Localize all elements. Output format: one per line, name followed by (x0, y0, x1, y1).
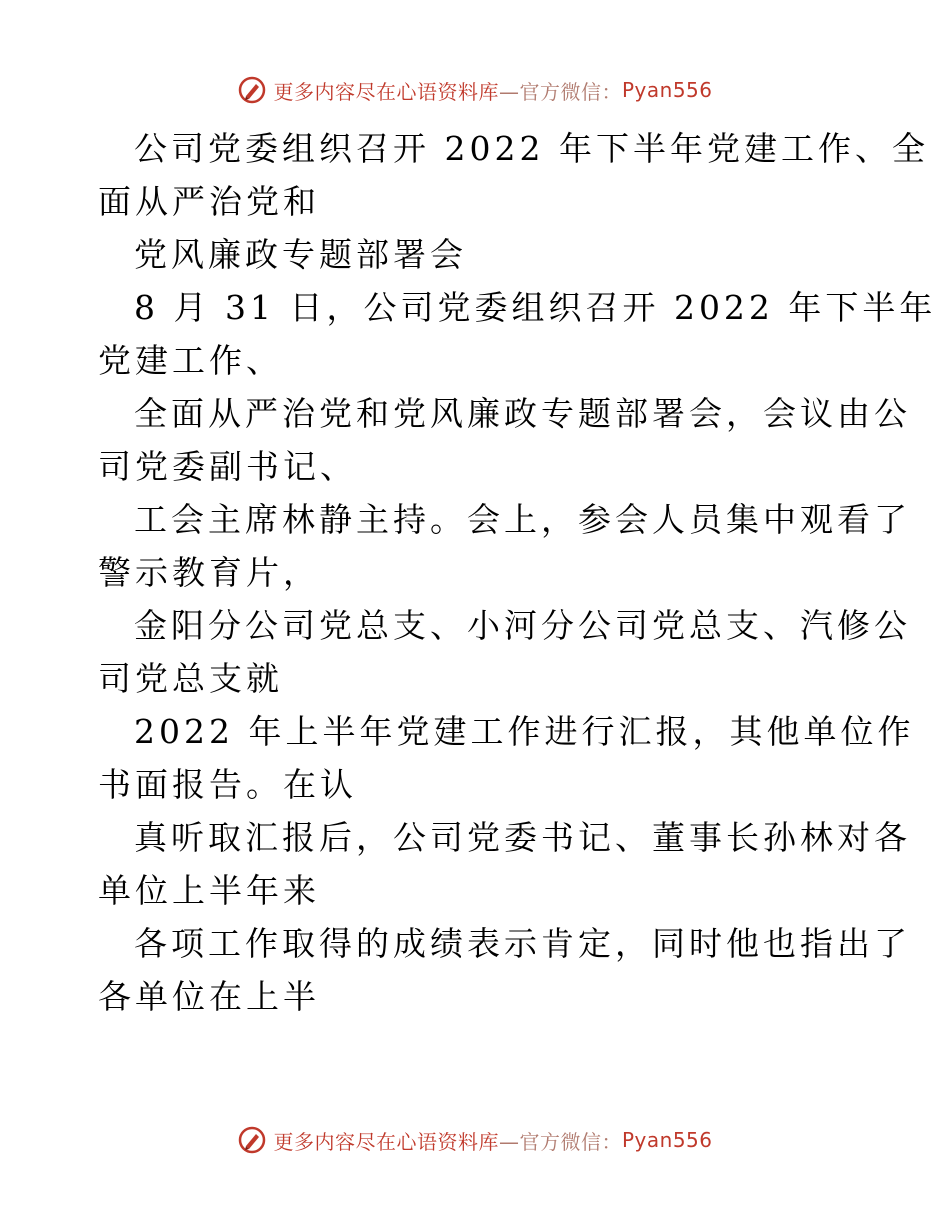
body-line: 2022 年上半年党建工作进行汇报，其他单位作 (134, 712, 915, 751)
banner-text-main: 更多内容尽在心语资料库 (273, 79, 499, 104)
body-line: 工会主席林静主持。会上，参会人员集中观看了 (134, 500, 911, 539)
body-line: 党建工作、 (98, 341, 283, 380)
body-line: 全面从严治党和党风廉政专题部署会，会议由公 (134, 394, 911, 433)
banner-text-main: 更多内容尽在心语资料库 (273, 1129, 499, 1154)
body-line: 各单位在上半 (98, 977, 320, 1016)
body-line: 党风廉政专题部署会 (134, 235, 467, 274)
body-line: 各项工作取得的成绩表示肯定，同时他也指出了 (134, 924, 911, 963)
banner-text-label: —官方微信： (498, 1129, 622, 1154)
pen-logo-icon (237, 75, 267, 105)
banner-wechat-id: Pyan556 (621, 78, 713, 102)
header-banner (0, 70, 950, 110)
body-line: 司党总支就 (98, 659, 283, 698)
body-line: 8 月 31 日，公司党委组织召开 2022 年下半年 (134, 288, 937, 327)
body-line: 书面报告。在认 (98, 765, 357, 804)
footer-banner (0, 1120, 950, 1160)
body-line: 金阳分公司党总支、小河分公司党总支、汽修公 (134, 606, 911, 645)
body-line: 警示教育片， (98, 553, 320, 592)
body-line: 司党委副书记、 (98, 447, 357, 486)
body-line: 公司党委组织召开 2022 年下半年党建工作、全 (134, 129, 929, 168)
pen-logo-icon (237, 1125, 267, 1155)
body-line: 单位上半年来 (98, 871, 320, 910)
body-line: 面从严治党和 (98, 182, 320, 221)
document-body (98, 122, 937, 1023)
body-line: 真听取汇报后，公司党委书记、董事长孙林对各 (134, 818, 911, 857)
banner-text-label: —官方微信： (498, 79, 622, 104)
banner-wechat-id: Pyan556 (621, 1128, 713, 1152)
